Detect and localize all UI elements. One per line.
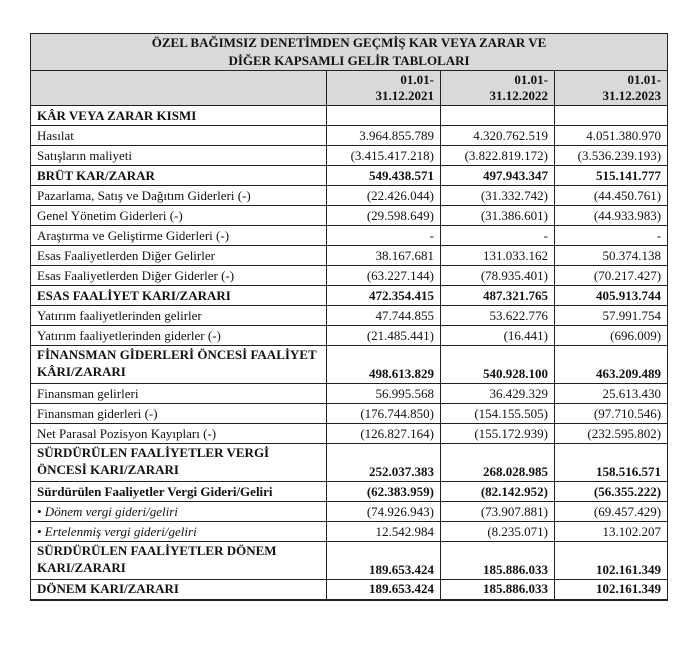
table-row — [31, 384, 668, 404]
table-row — [31, 424, 668, 444]
value-cell: 268.028.985 — [441, 444, 555, 482]
row-label: KÂR VEYA ZARAR KISMI — [31, 106, 327, 126]
value-cell — [555, 106, 668, 126]
value-cell: - — [327, 226, 441, 246]
table-row — [31, 146, 668, 166]
value-cell: (69.457.429) — [555, 502, 668, 522]
value-cell: 131.033.162 — [441, 246, 555, 266]
table-row — [31, 286, 668, 306]
row-label: • Ertelenmiş vergi gideri/geliri — [31, 522, 327, 542]
row-label: Esas Faaliyetlerden Diğer Gelirler — [31, 246, 327, 266]
table-row — [31, 126, 668, 146]
value-cell: 56.995.568 — [327, 384, 441, 404]
value-cell: 540.928.100 — [441, 346, 555, 384]
income-statement-table — [30, 33, 668, 601]
table-row — [31, 580, 668, 600]
table-row — [31, 542, 668, 580]
period-header-2021: 01.01- 31.12.2021 — [327, 71, 441, 106]
value-cell: (16.441) — [441, 326, 555, 346]
value-cell: 472.354.415 — [327, 286, 441, 306]
table-row — [31, 522, 668, 542]
value-cell: 102.161.349 — [555, 542, 668, 580]
value-cell: 38.167.681 — [327, 246, 441, 266]
value-cell: (22.426.044) — [327, 186, 441, 206]
row-label: FİNANSMAN GİDERLERİ ÖNCESİ FAALİYET KÂRI/ZARARI — [31, 346, 327, 384]
value-cell: (3.415.417.218) — [327, 146, 441, 166]
value-cell: 13.102.207 — [555, 522, 668, 542]
value-cell: 53.622.776 — [441, 306, 555, 326]
row-label: Satışların maliyeti — [31, 146, 327, 166]
row-label: • Dönem vergi gideri/geliri — [31, 502, 327, 522]
value-cell: 185.886.033 — [441, 542, 555, 580]
table-row — [31, 444, 668, 482]
value-cell: - — [555, 226, 668, 246]
value-cell: - — [441, 226, 555, 246]
row-label: Yatırım faaliyetlerinden gelirler — [31, 306, 327, 326]
value-cell: (44.933.983) — [555, 206, 668, 226]
value-cell: (8.235.071) — [441, 522, 555, 542]
table-row — [31, 326, 668, 346]
value-cell: 189.653.424 — [327, 542, 441, 580]
row-label: SÜRDÜRÜLEN FAALİYETLER DÖNEM KARI/ZARARI — [31, 542, 327, 580]
table-row — [31, 226, 668, 246]
value-cell: (3.822.819.172) — [441, 146, 555, 166]
value-cell: (31.332.742) — [441, 186, 555, 206]
value-cell: 487.321.765 — [441, 286, 555, 306]
value-cell: 36.429.329 — [441, 384, 555, 404]
value-cell: (154.155.505) — [441, 404, 555, 424]
value-cell: 3.964.855.789 — [327, 126, 441, 146]
value-cell: 515.141.777 — [555, 166, 668, 186]
header-blank-cell — [31, 71, 327, 106]
value-cell: (696.009) — [555, 326, 668, 346]
period-header-row — [31, 71, 668, 106]
table-title — [31, 34, 668, 71]
value-cell: (29.598.649) — [327, 206, 441, 226]
table-row — [31, 246, 668, 266]
table-title-line-2: DİĞER KAPSAMLI GELİR TABLOLARI — [228, 53, 470, 68]
table-row — [31, 306, 668, 326]
row-label: Yatırım faaliyetlerinden giderler (-) — [31, 326, 327, 346]
value-cell — [327, 106, 441, 126]
value-cell: 47.744.855 — [327, 306, 441, 326]
table-title-line-1: ÖZEL BAĞIMSIZ DENETİMDEN GEÇMİŞ KAR VEYA ZARAR VE — [151, 35, 547, 50]
value-cell: (56.355.222) — [555, 482, 668, 502]
row-label: Finansman gelirleri — [31, 384, 327, 404]
value-cell: 497.943.347 — [441, 166, 555, 186]
value-cell: 549.438.571 — [327, 166, 441, 186]
value-cell: 158.516.571 — [555, 444, 668, 482]
row-label: Finansman giderleri (-) — [31, 404, 327, 424]
row-label: Pazarlama, Satış ve Dağıtım Giderleri (-) — [31, 186, 327, 206]
table-row — [31, 346, 668, 384]
value-cell: (176.744.850) — [327, 404, 441, 424]
value-cell: 12.542.984 — [327, 522, 441, 542]
value-cell: (78.935.401) — [441, 266, 555, 286]
value-cell: (21.485.441) — [327, 326, 441, 346]
table-row — [31, 206, 668, 226]
value-cell: 25.613.430 — [555, 384, 668, 404]
value-cell: (62.383.959) — [327, 482, 441, 502]
row-label: BRÜT KAR/ZARAR — [31, 166, 327, 186]
value-cell: (31.386.601) — [441, 206, 555, 226]
value-cell: 102.161.349 — [555, 580, 668, 600]
value-cell: (63.227.144) — [327, 266, 441, 286]
value-cell: 405.913.744 — [555, 286, 668, 306]
row-label: ESAS FAALİYET KARI/ZARARI — [31, 286, 327, 306]
table-row — [31, 106, 668, 126]
value-cell: (232.595.802) — [555, 424, 668, 444]
row-label: Esas Faaliyetlerden Diğer Giderler (-) — [31, 266, 327, 286]
value-cell: 57.991.754 — [555, 306, 668, 326]
value-cell: 4.320.762.519 — [441, 126, 555, 146]
table-row — [31, 166, 668, 186]
value-cell: (44.450.761) — [555, 186, 668, 206]
value-cell: 252.037.383 — [327, 444, 441, 482]
value-cell: (74.926.943) — [327, 502, 441, 522]
value-cell: 498.613.829 — [327, 346, 441, 384]
value-cell: 4.051.380.970 — [555, 126, 668, 146]
row-label: Genel Yönetim Giderleri (-) — [31, 206, 327, 226]
table-row — [31, 482, 668, 502]
value-cell: (126.827.164) — [327, 424, 441, 444]
value-cell: (82.142.952) — [441, 482, 555, 502]
row-label: Araştırma ve Geliştirme Giderleri (-) — [31, 226, 327, 246]
row-label: Sürdürülen Faaliyetler Vergi Gideri/Geliri — [31, 482, 327, 502]
value-cell: (73.907.881) — [441, 502, 555, 522]
table-row — [31, 186, 668, 206]
value-cell: (97.710.546) — [555, 404, 668, 424]
value-cell: 189.653.424 — [327, 580, 441, 600]
value-cell — [441, 106, 555, 126]
row-label: DÖNEM KARI/ZARARI — [31, 580, 327, 600]
table-row — [31, 502, 668, 522]
period-header-2022: 01.01- 31.12.2022 — [441, 71, 555, 106]
value-cell: (70.217.427) — [555, 266, 668, 286]
value-cell: 50.374.138 — [555, 246, 668, 266]
value-cell: (3.536.239.193) — [555, 146, 668, 166]
row-label: Hasılat — [31, 126, 327, 146]
period-header-2023: 01.01- 31.12.2023 — [555, 71, 668, 106]
value-cell: 185.886.033 — [441, 580, 555, 600]
row-label: Net Parasal Pozisyon Kayıpları (-) — [31, 424, 327, 444]
table-row — [31, 404, 668, 424]
value-cell: 463.209.489 — [555, 346, 668, 384]
table-row — [31, 266, 668, 286]
value-cell: (155.172.939) — [441, 424, 555, 444]
row-label: SÜRDÜRÜLEN FAALİYETLER VERGİ ÖNCESİ KARI/ZARARI — [31, 444, 327, 482]
